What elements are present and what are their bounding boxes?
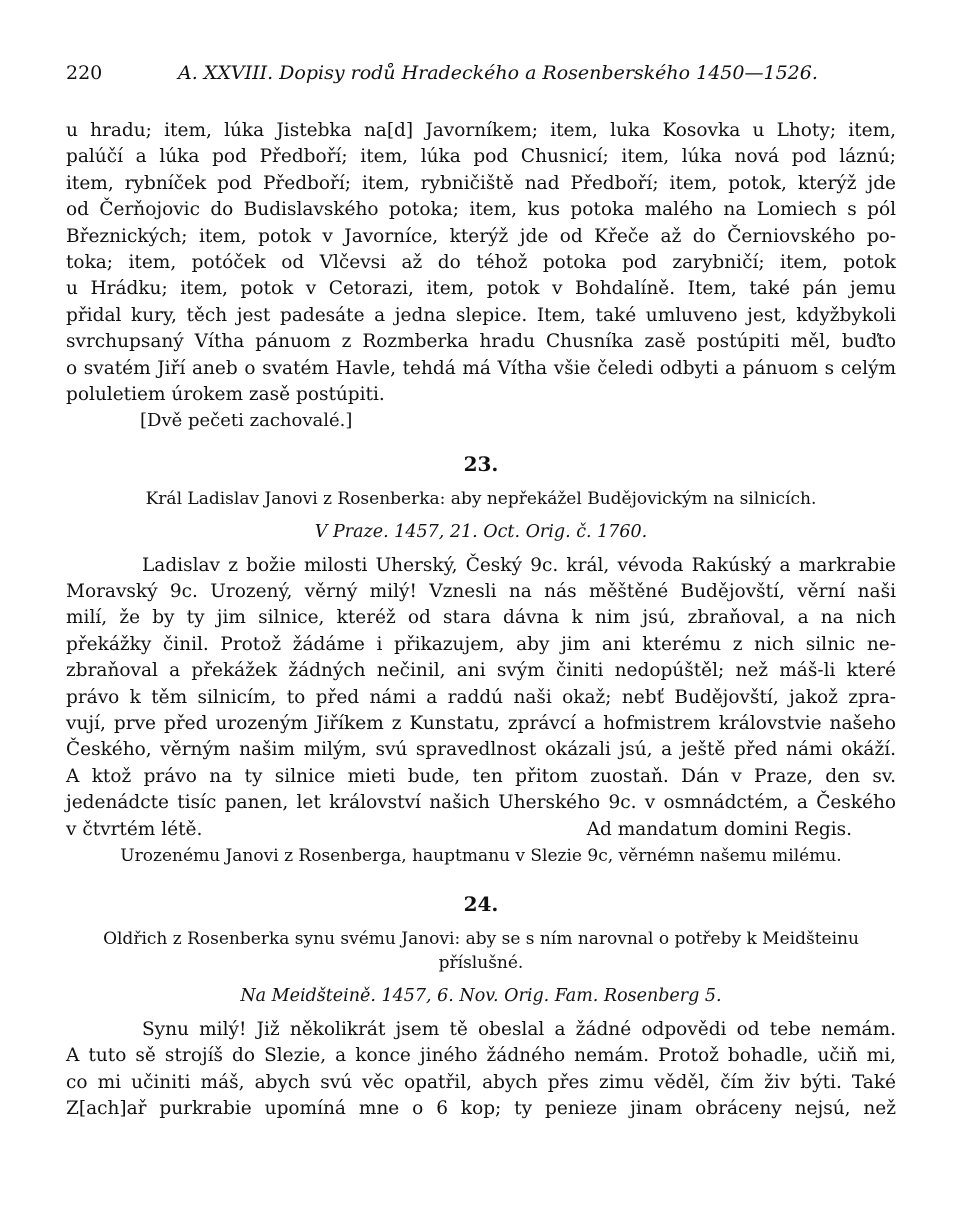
document-number: 23. bbox=[463, 451, 499, 476]
text-line: Českého, věrným našim milým, svú spravedlnost okázali jsú, a ještě před námi okáží. bbox=[66, 739, 896, 761]
text-line: zbraňoval a překážek žádných nečinil, ani svým činiti nedopúštěl; než máš-li které bbox=[66, 660, 896, 682]
text-line: právo k těm silnicím, to před námi a raddú naši okaž; nebť Budějovští, jakož zpra- bbox=[66, 686, 896, 708]
text-line: u hradu; item, lúka Jistebka na[d] Javorníkem; item, luka Kosovka u Lhoty; item, bbox=[66, 120, 896, 141]
text-line: A tuto sě strojíš do Slezie, a konce jiného žádného nemám. Protož bohadle, učiň mi, bbox=[66, 1045, 896, 1067]
text-line: co mi učiniti máš, abych svú věc opatřil, abych přes zimu věděl, čím živ býti. Také bbox=[66, 1071, 896, 1093]
text-line: u Hrádku; item, potok v Cetorazi, item, potok v Bohdalíně. Item, také pán jemu bbox=[66, 278, 896, 300]
page-number: 220 bbox=[66, 62, 103, 84]
text-line: toka; item, potóček od Vlčevsi až do téhož potoka pod zarybničí; item, potok bbox=[66, 251, 896, 273]
document-dating: Na Meidšteině. 1457, 6. Nov. Orig. Fam. Rosenberg 5. bbox=[240, 985, 722, 1006]
text-line: Březnických; item, potok v Javorníce, kterýž jde od Křeče až do Černiovského po- bbox=[66, 225, 896, 247]
page-body bbox=[66, 118, 896, 1123]
document-23 bbox=[66, 449, 896, 869]
document-summary: Král Ladislav Janovi z Rosenberka: aby nepřekážel Budějovickým na silnicích. bbox=[145, 488, 817, 509]
page-header bbox=[66, 62, 896, 90]
text-line: od Čerňojovic do Budislavského potoka; item, kus potoka malého na Lomiech s pól bbox=[66, 199, 896, 221]
running-title: A. XXVIII. Dopisy rodů Hradeckého a Rosenberského 1450—1526. bbox=[178, 62, 818, 84]
document-22-continuation bbox=[66, 118, 896, 435]
text-line: Z[ach]ař purkrabie upomíná mne o 6 kop; ty penieze jinam obráceny nejsú, než bbox=[66, 1098, 896, 1120]
text-line: o svatém Jiří aneb o svatém Havle, tehdá má Vítha všie čeledi odbyti a pánuom s celým bbox=[66, 357, 896, 379]
mandate-formula: Ad mandatum domini Regis. bbox=[586, 818, 852, 840]
text-line: přidal kury, těch jest padesáte a jedna slepice. Item, také umluveno jest, kdyžbykoli bbox=[66, 304, 896, 326]
document-number: 24. bbox=[463, 891, 499, 916]
letter-address: Urozenému Janovi z Rosenberga, hauptmanu v Slezie 9c, věrnémn našemu milému. bbox=[120, 845, 842, 866]
text-line: vují, prve před urozeným Jiříkem z Kunstatu, zprávcí a hofmistrem královstvie našeho bbox=[66, 713, 896, 735]
text-line: A ktož právo na ty silnice mieti bude, ten přitom zuostaň. Dán v Praze, den sv. bbox=[66, 765, 896, 787]
document-summary-line: Oldřich z Rosenberka synu svému Janovi: aby se s ním narovnal o potřeby k Meidšteinu bbox=[103, 928, 859, 949]
document-summary-line: příslušné. bbox=[438, 952, 524, 973]
text-line: Moravský 9c. Urozený, věrný milý! Vznesli na nás měštěné Budějovští, věrní naši bbox=[66, 581, 896, 603]
text-line: svrchupsaný Vítha pánuom z Rozmberka hradu Chusníka zasě postúpiti měl, buďto bbox=[66, 331, 896, 353]
document-24 bbox=[66, 889, 896, 1123]
text-line: milí, že by ty jim silnice, kteréž od stara dávna k nim jsú, zbraňoval, a na nich bbox=[66, 607, 896, 629]
text-line: jedenádcte tisíc panen, let království našich Uherského 9c. v osmnádctém, a Českého bbox=[66, 792, 896, 814]
text-line: překážky činil. Protož žádáme i přikazujem, aby jim ani kterému z nich silnic ne- bbox=[66, 633, 896, 655]
text-line: Ladislav z božie milosti Uherský, Český 9c. král, vévoda Rakúský a markrabie bbox=[142, 554, 896, 576]
text-line: Synu milý! Již několikrát jsem tě obeslal a žádné odpovědi od tebe nemám. bbox=[142, 1018, 896, 1040]
text-line: item, rybníček pod Předboří; item, rybničiště nad Předboří; item, potok, kterýž jde bbox=[66, 172, 896, 194]
text-line: palúčí a lúka pod Předboří; item, lúka pod Chusnicí; item, lúka nová pod láznú; bbox=[66, 146, 896, 168]
document-dating: V Praze. 1457, 21. Oct. Orig. č. 1760. bbox=[314, 521, 648, 542]
closing-row bbox=[66, 817, 896, 843]
seal-note: [Dvě pečeti zachovalé.] bbox=[140, 410, 353, 432]
text-line: poluletiem úrokem zasě postúpiti. bbox=[66, 383, 385, 405]
closing-date-text: v čtvrtém létě. bbox=[66, 818, 203, 840]
